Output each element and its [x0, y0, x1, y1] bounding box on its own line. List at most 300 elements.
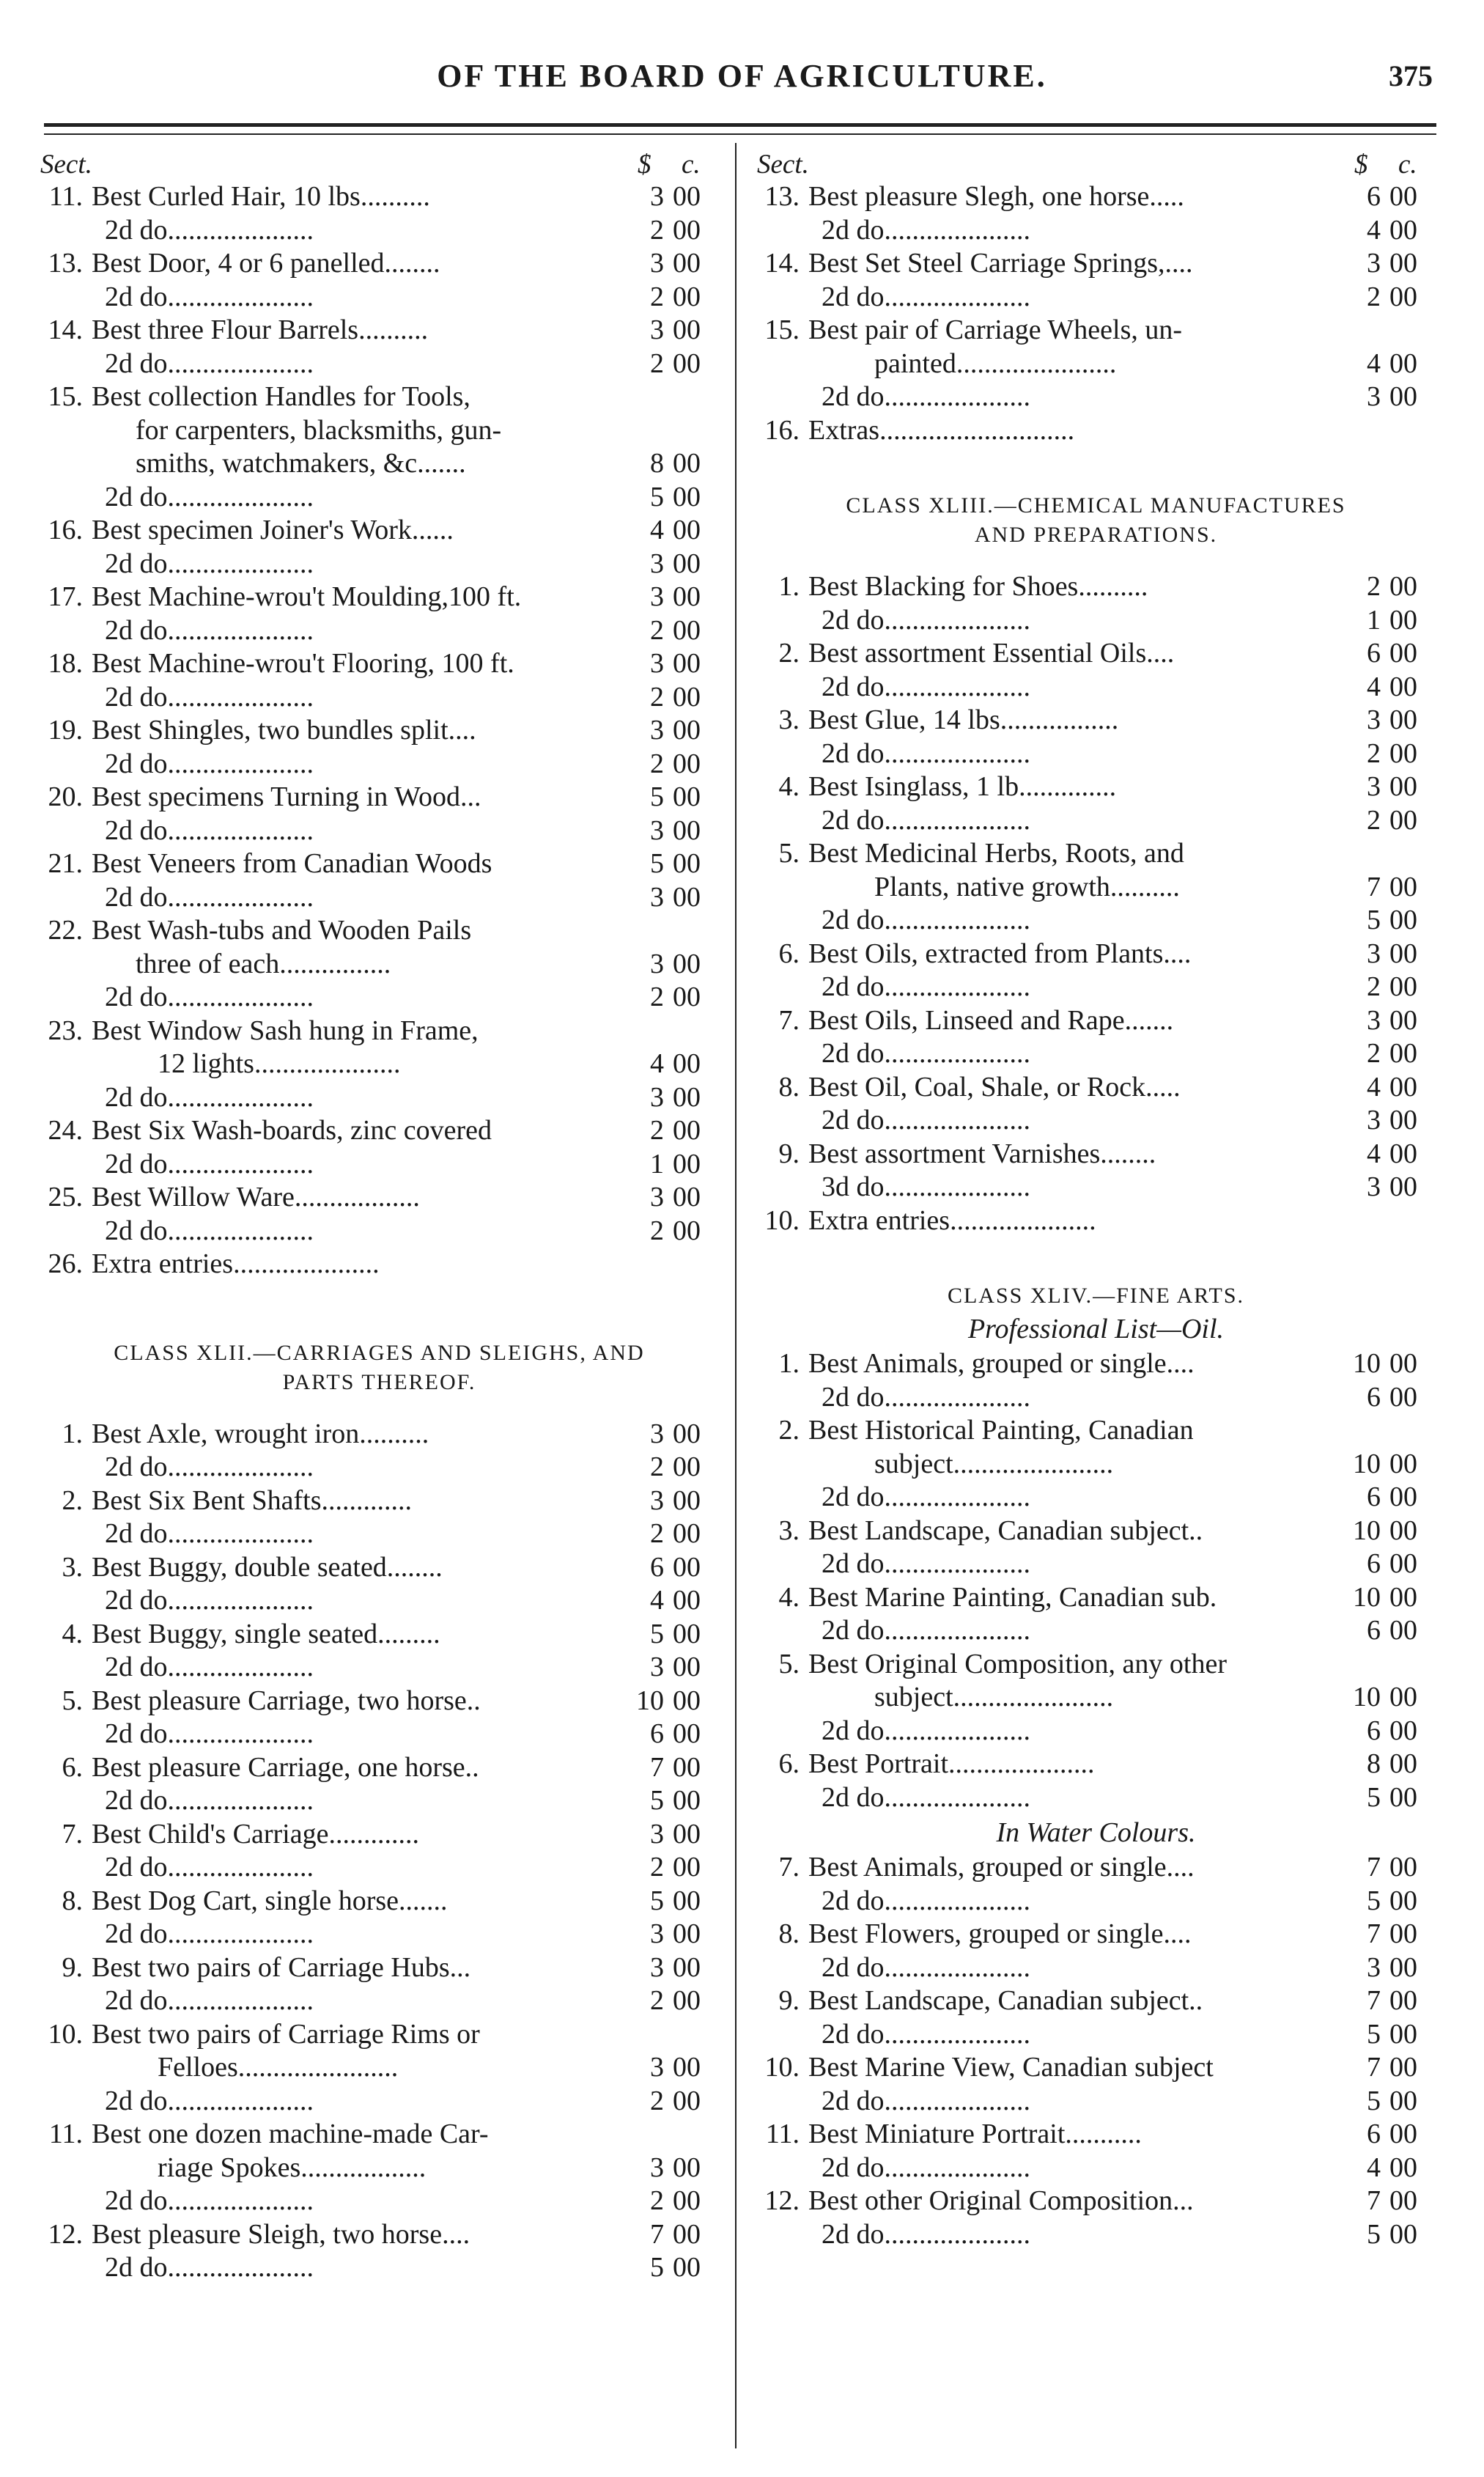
entry-number: 22.: [48, 915, 83, 946]
list-item: [33, 1685, 726, 1718]
entry-number: 7.: [62, 1818, 83, 1850]
entry-cents: 00: [673, 347, 701, 379]
entry-text: Best collection Handles for Tools,: [92, 381, 470, 412]
entry-dollars: 3: [1367, 248, 1381, 279]
list-item: [33, 2218, 726, 2252]
entry-dollars: 2: [650, 281, 664, 312]
entry-number: 14.: [764, 248, 800, 279]
entry-cents: 00: [1389, 2052, 1417, 2083]
entry-text: 2d do.....................: [822, 2085, 1030, 2116]
list-item: [33, 1651, 726, 1685]
entry-cents: 00: [673, 2252, 701, 2283]
entry-cents: 00: [1389, 1381, 1417, 1413]
entry-number: 13.: [48, 248, 83, 279]
entry-cents: 00: [673, 648, 701, 679]
entry-text: 2d do.....................: [822, 1781, 1030, 1813]
list-item: [750, 1648, 1442, 1682]
entry-dollars: 6: [1367, 181, 1381, 212]
entry-dollars: 2: [650, 1215, 664, 1246]
sect-label: Sect.: [40, 150, 92, 180]
entry-number: 19.: [48, 715, 83, 746]
entry-text: three of each................: [136, 948, 391, 979]
list-item: [750, 1037, 1442, 1071]
entry-number: 25.: [48, 1182, 83, 1212]
entry-text: Best assortment Varnishes........: [808, 1138, 1156, 1169]
entry-dollars: 2: [1367, 737, 1381, 769]
entry-text: 2d do.....................: [105, 681, 314, 713]
entry-text: Best assortment Essential Oils....: [808, 638, 1175, 669]
entry-text: 2d do.....................: [105, 1652, 314, 1682]
entry-dollars: 5: [1367, 2018, 1381, 2050]
entry-dollars: 3: [1367, 704, 1381, 735]
list-item: [750, 1448, 1442, 1482]
entry-dollars: 10: [1353, 1581, 1381, 1613]
entry-cents: 00: [1389, 1004, 1417, 1036]
entry-dollars: 5: [650, 848, 664, 879]
entry-cents: 00: [673, 982, 701, 1012]
entry-number: 24.: [48, 1115, 83, 1146]
entry-text: Best Wash-tubs and Wooden Pails: [92, 915, 472, 946]
list-item: [33, 647, 726, 681]
entry-number: 8.: [778, 1071, 800, 1103]
entry-text: Best two pairs of Carriage Hubs...: [92, 1951, 471, 1983]
entry-number: 5.: [778, 838, 800, 869]
entry-text: 12 lights.....................: [158, 1048, 401, 1079]
list-item: [750, 938, 1442, 971]
entry-dollars: 2: [650, 214, 664, 246]
entry-dollars: 4: [1367, 671, 1381, 702]
entry-text: Best Miniature Portrait...........: [808, 2119, 1142, 2149]
entry-cents: 00: [1389, 2152, 1417, 2183]
entry-text: painted.......................: [874, 347, 1117, 379]
list-item: [33, 1484, 726, 1518]
entry-text: Best Isinglass, 1 lb..............: [808, 771, 1117, 802]
list-item: [750, 2085, 1442, 2119]
entry-dollars: 3: [650, 181, 664, 212]
entry-cents: 00: [1389, 638, 1417, 669]
entry-text: Best Oils, Linseed and Rape.......: [808, 1004, 1174, 1036]
entry-dollars: 3: [1367, 938, 1381, 969]
entry-cents: 00: [1389, 1581, 1417, 1613]
list-item: [750, 1138, 1442, 1171]
entry-dollars: 2: [1367, 971, 1381, 1002]
entry-dollars: 2: [650, 1451, 664, 1482]
entry-dollars: 3: [1367, 1171, 1381, 1202]
entry-cents: 00: [1389, 971, 1417, 1002]
entry-text: 2d do.....................: [105, 281, 314, 312]
entry-text: Best three Flour Barrels..........: [92, 314, 429, 345]
entry-cents: 00: [673, 214, 701, 246]
entry-cents: 00: [1389, 737, 1417, 769]
entry-dollars: 3: [650, 715, 664, 746]
entry-dollars: 4: [1367, 2152, 1381, 2183]
entry-number: 9.: [62, 1951, 83, 1983]
entry-number: 23.: [48, 1015, 83, 1046]
entry-dollars: 2: [1367, 1038, 1381, 1069]
entry-dollars: 3: [1367, 771, 1381, 802]
entry-text: Best Set Steel Carriage Springs,....: [808, 248, 1193, 279]
list-item: [33, 1215, 726, 1248]
entry-cents: 00: [1389, 181, 1417, 212]
list-item: [33, 247, 726, 281]
list-item: [33, 881, 726, 915]
list-item: [33, 714, 726, 748]
entry-number: 6.: [778, 938, 800, 969]
entry-cents: 00: [673, 2152, 701, 2183]
entry-text: 2d do.....................: [105, 1585, 314, 1616]
entry-cents: 00: [673, 614, 701, 646]
entry-cents: 00: [673, 948, 701, 979]
right-column: [750, 147, 1442, 2251]
entry-dollars: 3: [650, 581, 664, 612]
entry-cents: 00: [673, 2085, 701, 2116]
entry-cents: 00: [1389, 1781, 1417, 1813]
list-item: [750, 2118, 1442, 2152]
list-item: [33, 314, 726, 347]
list-item: [33, 1851, 726, 1885]
entry-cents: 00: [673, 548, 701, 579]
entry-dollars: 3: [650, 1081, 664, 1113]
entry-text: 2d do.....................: [822, 1885, 1030, 1916]
entry-dollars: 8: [1367, 1748, 1381, 1779]
entry-cents: 00: [1389, 1715, 1417, 1746]
sect-label: Sect.: [757, 150, 809, 180]
entry-cents: 00: [1389, 1448, 1417, 1479]
entry-text: 2d do.....................: [105, 347, 314, 379]
entry-dollars: 7: [1367, 1918, 1381, 1949]
list-item: [750, 1547, 1442, 1581]
entry-number: 14.: [48, 314, 83, 345]
entry-number: 16.: [764, 414, 800, 446]
entry-dollars: 3: [650, 1818, 664, 1850]
entry-text: 2d do.....................: [105, 881, 314, 913]
entry-cents: 00: [673, 1985, 701, 2016]
subheading-oil: Professional List—Oil.: [967, 1314, 1225, 1344]
entry-text: Best specimens Turning in Wood...: [92, 781, 481, 812]
list-item: [750, 1071, 1442, 1105]
list-item: [750, 414, 1442, 448]
entry-dollars: 7: [1367, 2185, 1381, 2216]
list-item: [750, 1381, 1442, 1415]
list-item: [33, 781, 726, 814]
list-item: [750, 1614, 1442, 1648]
list-item: [33, 1951, 726, 1985]
class-xliii-heading: CLASS XLIII.—CHEMICAL MANUFACTURES: [846, 493, 1346, 518]
list-item: [750, 1204, 1442, 1238]
header-rule-thin: [44, 133, 1436, 135]
left-column: [33, 147, 726, 2285]
entry-dollars: 6: [1367, 1715, 1381, 1746]
entry-text: 2d do.....................: [105, 982, 314, 1012]
list-item: [33, 2051, 726, 2085]
entry-cents: 00: [673, 2218, 701, 2250]
entry-dollars: 3: [650, 948, 664, 979]
entry-cents: 00: [1389, 1748, 1417, 1779]
entry-cents: 00: [1389, 1482, 1417, 1512]
list-item: [33, 914, 726, 948]
list-item: [33, 1818, 726, 1852]
entry-dollars: 6: [1367, 1482, 1381, 1512]
entry-dollars: 3: [650, 1418, 664, 1449]
entry-number: 5.: [778, 1648, 800, 1679]
entry-text: Best Machine-wrou't Flooring, 100 ft.: [92, 648, 514, 679]
class-xliii-heading-cont: AND PREPARATIONS.: [974, 523, 1218, 547]
entry-cents: 00: [673, 581, 701, 612]
entry-text: Best other Original Composition...: [808, 2185, 1194, 2216]
right-column-head: [750, 147, 1442, 180]
entry-text: subject.......................: [874, 1448, 1114, 1479]
list-item: [750, 1951, 1442, 1985]
list-item: [33, 214, 726, 248]
list-item: [33, 581, 726, 614]
list-item: [33, 2185, 726, 2218]
entry-dollars: 3: [650, 881, 664, 913]
entry-text: Plants, native growth..........: [874, 871, 1180, 902]
page-header: [44, 51, 1440, 117]
entry-number: 8.: [778, 1918, 800, 1949]
entry-cents: 00: [673, 1785, 701, 1816]
entry-dollars: 3: [650, 814, 664, 846]
entry-dollars: 5: [650, 2252, 664, 2283]
entry-dollars: 3: [650, 1652, 664, 1682]
entry-text: 2d do.....................: [822, 737, 1030, 769]
entry-cents: 00: [1389, 214, 1417, 246]
entry-cents: 00: [1389, 2119, 1417, 2149]
entry-cents: 00: [1389, 381, 1417, 412]
entry-dollars: 3: [650, 1484, 664, 1516]
entry-dollars: 2: [650, 614, 664, 646]
entry-text: Best Dog Cart, single horse.......: [92, 1885, 448, 1916]
entry-number: 7.: [778, 1852, 800, 1882]
entry-text: Extras............................: [808, 414, 1075, 446]
entry-dollars: 3: [1367, 381, 1381, 412]
list-item: [33, 281, 726, 314]
entry-cents: 00: [673, 1718, 701, 1749]
list-item: [750, 2152, 1442, 2185]
list-item: [33, 180, 726, 214]
entry-dollars: 5: [1367, 905, 1381, 935]
list-item: [33, 1248, 726, 1281]
entry-dollars: 6: [1367, 638, 1381, 669]
entry-text: Best Curled Hair, 10 lbs..........: [92, 181, 430, 212]
list-item: [33, 1984, 726, 2018]
entry-text: 2d do.....................: [105, 614, 314, 646]
entry-text: 2d do.....................: [105, 814, 314, 846]
entry-cents: 00: [673, 814, 701, 846]
entry-number: 16.: [48, 515, 83, 545]
entry-text: 2d do.....................: [105, 1518, 314, 1549]
entry-text: 2d do.....................: [105, 1985, 314, 2016]
list-item: [33, 481, 726, 515]
entry-cents: 00: [1389, 704, 1417, 735]
entry-dollars: 3: [650, 2152, 664, 2183]
right-list-a: [750, 180, 1442, 447]
entry-cents: 00: [673, 481, 701, 512]
entry-text: 2d do.....................: [105, 1215, 314, 1246]
entry-number: 10.: [764, 1204, 800, 1236]
list-item: [33, 1451, 726, 1484]
entry-dollars: 2: [650, 1852, 664, 1882]
entry-cents: 00: [673, 2185, 701, 2216]
entry-text: 2d do.....................: [822, 804, 1030, 836]
entry-cents: 00: [673, 681, 701, 713]
list-item: [33, 2152, 726, 2185]
entry-number: 4.: [778, 1581, 800, 1613]
entry-dollars: 10: [1353, 1348, 1381, 1379]
entry-cents: 00: [1389, 1071, 1417, 1103]
entry-dollars: 10: [636, 1685, 664, 1716]
entry-text: Best Buggy, single seated.........: [92, 1618, 440, 1649]
entry-dollars: 7: [650, 1751, 664, 1783]
entry-text: 2d do.....................: [105, 2085, 314, 2116]
entry-dollars: 4: [650, 1585, 664, 1616]
entry-cents: 00: [673, 1048, 701, 1079]
list-item: [750, 2051, 1442, 2085]
entry-cents: 00: [1389, 1514, 1417, 1546]
entry-dollars: 4: [1367, 1071, 1381, 1103]
entry-text: Best Landscape, Canadian subject..: [808, 1985, 1203, 2016]
entry-text: 2d do.....................: [105, 2185, 314, 2216]
entry-number: 6.: [62, 1751, 83, 1783]
entry-text: Best pair of Carriage Wheels, un-: [808, 314, 1183, 345]
entry-text: 2d do.....................: [105, 1918, 314, 1949]
entry-text: Best specimen Joiner's Work......: [92, 515, 454, 545]
entry-cents: 00: [1389, 871, 1417, 902]
entry-cents: 00: [673, 1818, 701, 1850]
entry-text: 2d do.....................: [822, 2018, 1030, 2050]
entry-number: 20.: [48, 781, 83, 812]
entry-cents: 00: [673, 1852, 701, 1882]
entry-number: 26.: [48, 1248, 83, 1279]
entry-text: Extra entries.....................: [92, 1248, 380, 1279]
entry-text: 2d do.....................: [822, 1038, 1030, 1069]
list-item: [33, 1081, 726, 1115]
entry-dollars: 2: [1367, 804, 1381, 836]
list-item: [750, 1885, 1442, 1918]
list-item: [750, 637, 1442, 671]
entry-number: 12.: [764, 2185, 800, 2216]
list-item: [750, 671, 1442, 704]
entry-dollars: 5: [1367, 1885, 1381, 1916]
entry-cents: 00: [673, 1951, 701, 1983]
entry-text: 2d do.....................: [105, 481, 314, 512]
list-item: [33, 1551, 726, 1585]
entry-dollars: 8: [650, 448, 664, 479]
entry-number: 11.: [48, 181, 83, 212]
entry-text: Felloes.......................: [158, 2052, 399, 2083]
entry-number: 11.: [48, 2119, 83, 2149]
list-item: [750, 1581, 1442, 1615]
entry-text: Best two pairs of Carriage Rims or: [92, 2018, 480, 2050]
entry-number: 11.: [765, 2119, 800, 2149]
entry-dollars: 3: [1367, 1004, 1381, 1036]
left-list-a: [33, 180, 726, 1281]
entry-text: Best Six Bent Shafts.............: [92, 1484, 413, 1516]
entry-dollars: 4: [1367, 214, 1381, 246]
entry-cents: 00: [673, 181, 701, 212]
list-item: [33, 948, 726, 982]
spacer: [33, 1281, 726, 1339]
entry-cents: 00: [1389, 1615, 1417, 1646]
entry-dollars: 2: [650, 681, 664, 713]
list-item: [750, 1104, 1442, 1138]
list-item: [750, 180, 1442, 214]
entry-dollars: 5: [650, 1785, 664, 1816]
entry-cents: 00: [673, 1148, 701, 1179]
list-item: [33, 1048, 726, 1081]
entry-text: 2d do.....................: [105, 1081, 314, 1113]
entry-dollars: 2: [650, 347, 664, 379]
entry-dollars: 5: [650, 1885, 664, 1916]
entry-number: 6.: [778, 1748, 800, 1779]
entry-text: 2d do.....................: [822, 604, 1030, 636]
list-item: [33, 347, 726, 381]
list-item: [750, 1347, 1442, 1381]
class-xlii-heading-cont: PARTS THEREOF.: [282, 1369, 476, 1394]
entry-cents: 00: [673, 281, 701, 312]
column-divider: [735, 143, 737, 2448]
entry-dollars: 3: [650, 648, 664, 679]
entry-text: Best pleasure Carriage, two horse..: [92, 1685, 481, 1716]
list-item: [33, 847, 726, 881]
entry-number: 18.: [48, 648, 83, 679]
entry-cents: 00: [673, 1918, 701, 1949]
entry-text: Best Medicinal Herbs, Roots, and: [808, 838, 1184, 869]
list-item: [33, 414, 726, 448]
entry-text: Best Marine Painting, Canadian sub.: [808, 1581, 1217, 1613]
entry-text: 2d do.....................: [822, 1951, 1030, 1983]
entry-dollars: 7: [1367, 871, 1381, 902]
entry-dollars: 7: [650, 2218, 664, 2250]
list-item: [750, 1171, 1442, 1204]
entry-dollars: 6: [650, 1718, 664, 1749]
entry-text: Best pleasure Sleigh, two horse....: [92, 2218, 470, 2250]
entry-cents: 00: [673, 881, 701, 913]
entry-dollars: 5: [650, 481, 664, 512]
entry-text: for carpenters, blacksmiths, gun-: [136, 414, 502, 446]
entry-cents: 00: [1389, 1038, 1417, 1069]
list-item: [750, 804, 1442, 838]
class-xliv-heading: CLASS XLIV.—FINE ARTS.: [947, 1284, 1245, 1308]
entry-dollars: 10: [1353, 1514, 1381, 1546]
entry-cents: 00: [1389, 2085, 1417, 2116]
entry-dollars: 5: [1367, 1781, 1381, 1813]
entry-dollars: 6: [1367, 1548, 1381, 1579]
list-item: [750, 604, 1442, 638]
entry-cents: 00: [673, 1081, 701, 1113]
entry-cents: 00: [673, 1551, 701, 1583]
list-item: [750, 380, 1442, 414]
class-xlii-heading: CLASS XLII.—CARRIAGES AND SLEIGHS, AND: [114, 1340, 645, 1365]
entry-text: 2d do.....................: [822, 1615, 1030, 1646]
list-item: [33, 1181, 726, 1215]
entry-cents: 00: [1389, 281, 1417, 312]
list-item: [750, 837, 1442, 871]
entry-cents: 00: [1389, 1985, 1417, 2016]
entry-number: 2.: [778, 638, 800, 669]
entry-number: 15.: [764, 314, 800, 345]
entry-dollars: 2: [650, 982, 664, 1012]
entry-text: Best Original Composition, any other: [808, 1648, 1228, 1679]
entry-cents: 00: [673, 1751, 701, 1783]
entry-cents: 00: [1389, 248, 1417, 279]
entry-text: Best Willow Ware..................: [92, 1182, 420, 1212]
entry-dollars: 2: [650, 1115, 664, 1146]
entry-text: 2d do.....................: [105, 548, 314, 579]
dollar-label: $: [1354, 150, 1368, 180]
entry-number: 4.: [62, 1618, 83, 1649]
entry-text: 2d do.....................: [105, 1718, 314, 1749]
